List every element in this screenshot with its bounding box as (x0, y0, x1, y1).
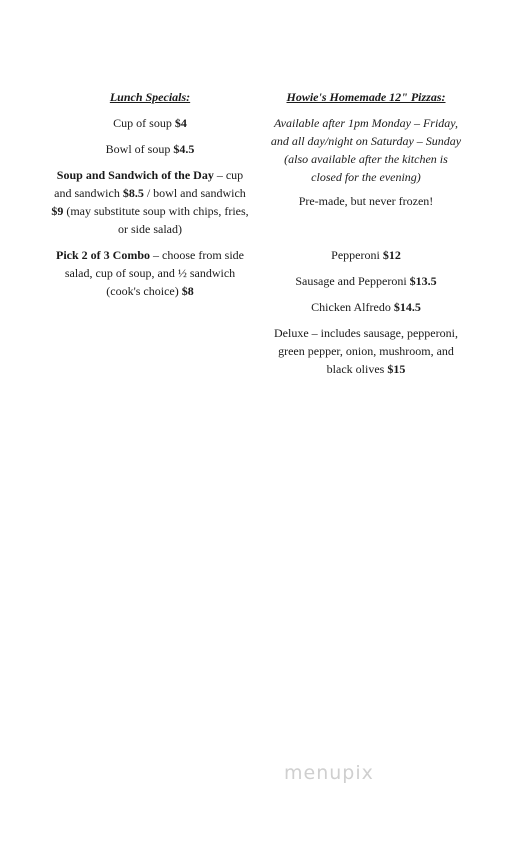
item-price: $4 (174, 116, 187, 130)
item-price: $15 (387, 362, 406, 376)
item-price: $13.5 (409, 274, 437, 288)
item-name: Pepperoni (331, 248, 383, 262)
pizza-column (268, 88, 464, 386)
menupix-watermark: menupix (284, 762, 374, 784)
menu-item-chicken-alfredo (268, 298, 464, 316)
item-title: Pick 2 of 3 Combo (56, 248, 150, 262)
pizza-heading: Howie's Homemade 12" Pizzas: (286, 90, 446, 104)
lunch-specials-heading: Lunch Specials: (109, 90, 191, 104)
item-name: Bowl of soup (105, 142, 174, 156)
item-name: Chicken Alfredo (311, 300, 394, 314)
pizza-availability: Available after 1pm Monday – Friday, and all day/night on Saturday – Sunday (also available after the kitchen is closed for the evening) (270, 116, 462, 184)
item-price: $9 (51, 204, 64, 218)
item-name: Cup of soup (113, 116, 175, 130)
lunch-specials-column (50, 88, 250, 308)
item-text: Deluxe – includes sausage, pepperoni, green pepper, onion, mushroom, and black olives (274, 326, 458, 376)
menu-item-deluxe (268, 324, 464, 378)
item-title: Soup and Sandwich of the Day (56, 168, 214, 182)
item-price: $14.5 (393, 300, 421, 314)
item-price: $8 (181, 284, 194, 298)
menu-item-sausage-pepperoni (268, 272, 464, 290)
item-text: – cup and sandwich (54, 168, 244, 200)
menu-item-pepperoni (268, 246, 464, 264)
item-price: $12 (382, 248, 401, 262)
item-price: $4.5 (173, 142, 195, 156)
spacer (268, 218, 464, 246)
item-text: – choose from side salad, cup of soup, and ½ sandwich (cook's choice) (64, 248, 244, 298)
menu-item-soup-and-sandwich (50, 166, 250, 238)
menu-item-cup-of-soup (50, 114, 250, 132)
menu-item-combo (50, 246, 250, 300)
item-text: / bowl and sandwich (143, 186, 246, 200)
item-text: (may substitute soup with chips, fries, or side salad) (63, 204, 249, 236)
pizza-tagline: Pre-made, but never frozen! (298, 194, 434, 208)
menu-item-bowl-of-soup (50, 140, 250, 158)
item-price: $8.5 (122, 186, 144, 200)
item-name: Sausage and Pepperoni (295, 274, 410, 288)
